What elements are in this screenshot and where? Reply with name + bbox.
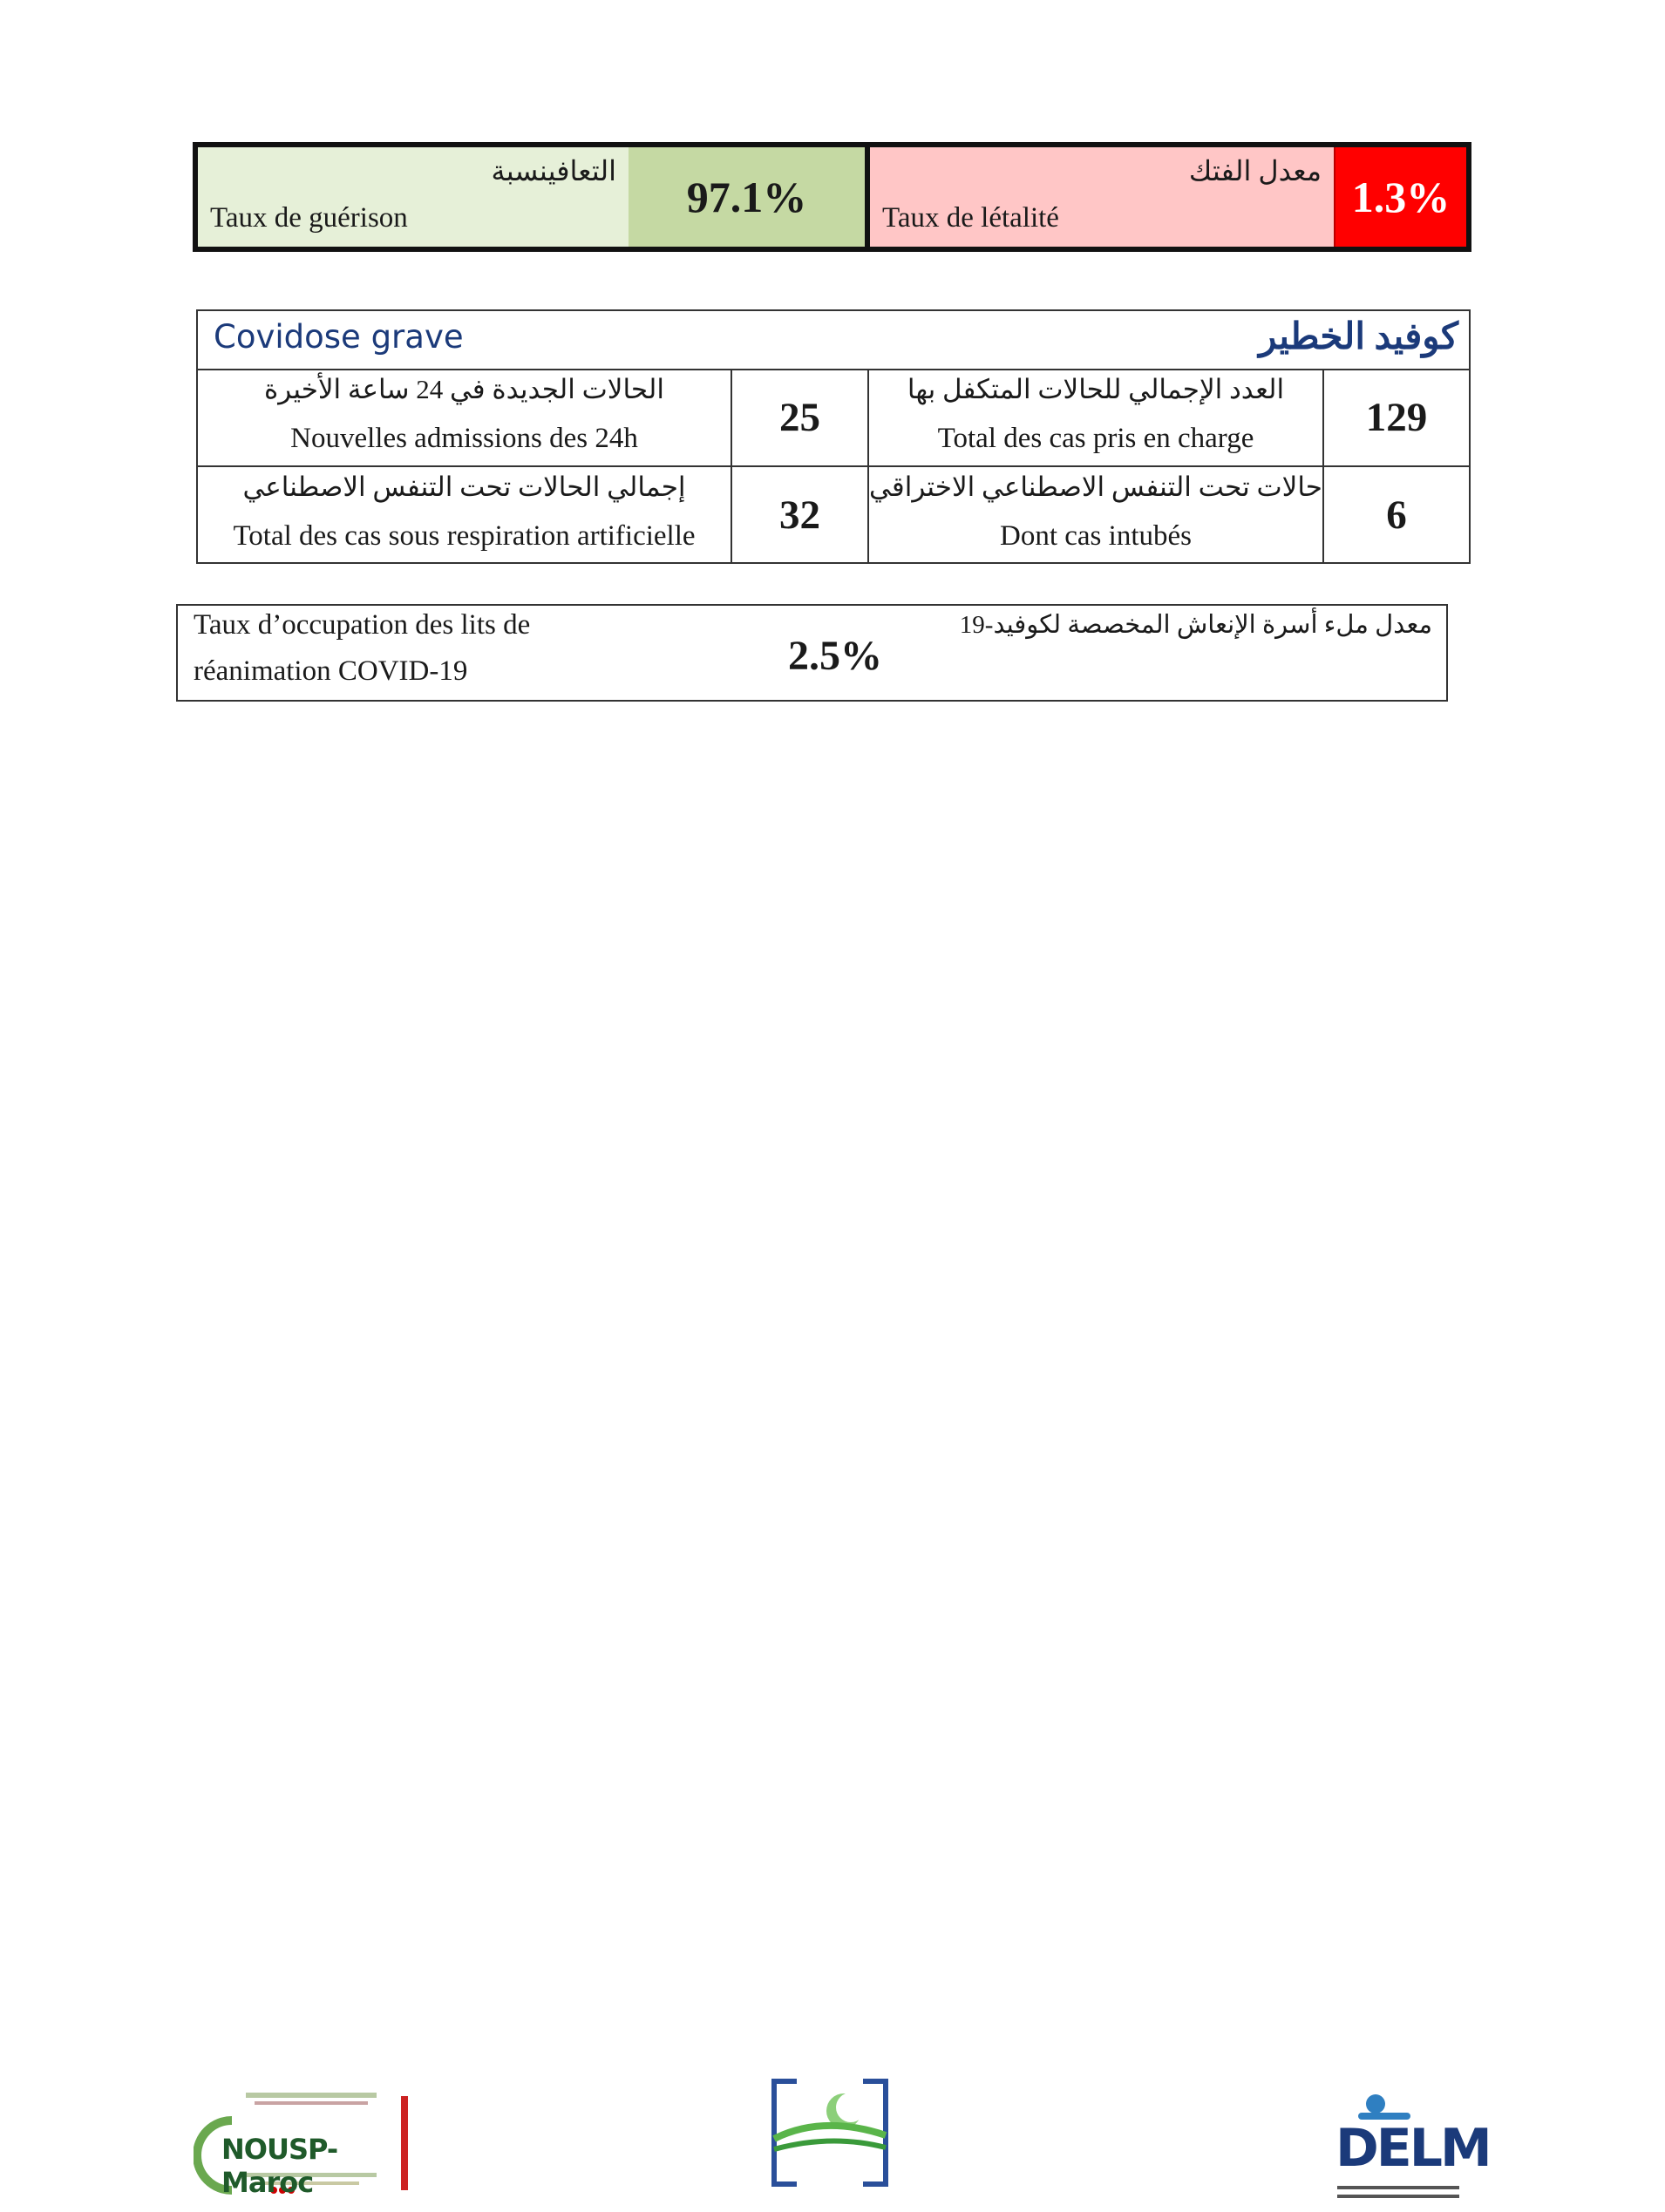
- covidose-grave-header: [198, 311, 1469, 370]
- intubated-label: [869, 466, 1324, 563]
- lethality-rate-value: 1.3%: [1335, 147, 1466, 247]
- total-cases-label-ar: العدد الإجمالي للحالات المتكفل بها: [907, 374, 1285, 404]
- intubated-label-ar: حالات تحت التنفس الاصطناعي الاختراقي: [869, 472, 1322, 502]
- intubated-number: 6: [1386, 492, 1407, 538]
- covidose-grave-title-ar: كوفيد الخطير: [1259, 317, 1458, 357]
- ministry-emblem-icon: [771, 2078, 889, 2188]
- ministry-emblem-logo: [771, 2078, 889, 2188]
- ventilation-total-label: [198, 466, 732, 563]
- occupation-label-fr-line1: Taux d’occupation des lits de: [194, 609, 531, 641]
- lethality-rate-label: [870, 147, 1335, 247]
- total-cases-value: [1324, 369, 1469, 465]
- lethality-label-ar: معدل الفتك: [1188, 155, 1322, 187]
- total-cases-label-fr: Total des cas pris en charge: [937, 423, 1254, 454]
- occupation-label-fr-line2: réanimation COVID-19: [194, 655, 468, 687]
- ventilation-total-value: [732, 466, 869, 563]
- icu-occupation-box: [176, 604, 1448, 702]
- table-row: [198, 369, 1469, 467]
- recovery-rate-value: 97.1%: [629, 147, 870, 247]
- intubated-value: [1324, 466, 1469, 563]
- occupation-value: 2.5%: [788, 633, 882, 679]
- new-admissions-label-fr: Nouvelles admissions des 24h: [290, 423, 638, 454]
- ventilation-total-label-fr: Total des cas sous respiration artificielle: [233, 520, 696, 552]
- ventilation-total-label-ar: إجمالي الحالات تحت التنفس الاصطناعي: [242, 472, 686, 502]
- new-admissions-value: [732, 369, 869, 465]
- ventilation-total-number: 32: [779, 492, 820, 538]
- occupation-label-ar: معدل ملء أسرة الإنعاش المخصصة لكوفيد-19: [959, 611, 1432, 639]
- intubated-label-fr: Dont cas intubés: [1000, 520, 1192, 552]
- recovery-rate-label: [198, 147, 629, 247]
- total-cases-label: [869, 369, 1324, 465]
- total-cases-number: 129: [1365, 394, 1428, 440]
- covidose-grave-table: [196, 309, 1471, 564]
- recovery-label-fr: Taux de guérison: [210, 202, 408, 234]
- new-admissions-label-ar: الحالات الجديدة في 24 ساعة الأخيرة: [264, 374, 664, 404]
- covidose-grave-title-fr: Covidose grave: [214, 318, 464, 356]
- recovery-label-ar: التعافينسبة: [491, 155, 616, 187]
- table-row: [198, 466, 1469, 563]
- lethality-label-fr: Taux de létalité: [882, 202, 1059, 234]
- new-admissions-label: [198, 369, 732, 465]
- rates-box: [193, 142, 1471, 252]
- nousp-logo: [194, 2087, 417, 2199]
- delm-logo: [1332, 2092, 1490, 2207]
- nousp-logo-text: NOUSP-Maroc: [221, 2133, 338, 2199]
- delm-logo-text: DELM: [1335, 2118, 1490, 2179]
- new-admissions-number: 25: [779, 394, 820, 440]
